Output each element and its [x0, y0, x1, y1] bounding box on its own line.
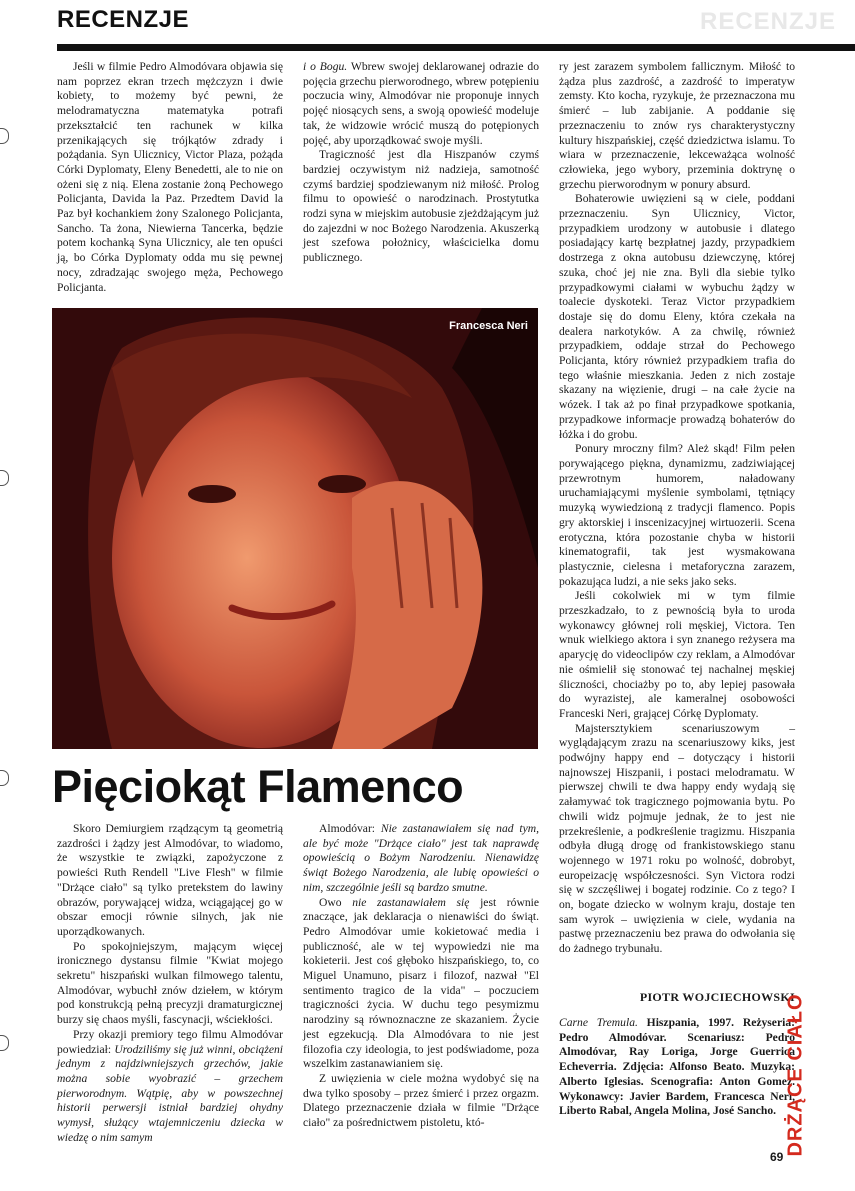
column-2: [303, 60, 539, 266]
film-title: Carne Tremula.: [559, 1016, 638, 1029]
paragraph: Jeśli w filmie Pedro Almodóvara objawia się nam poprzez ekran trzech mężczyzn i dwie kobiety, to możemy być pewni, że melodramatyczna matematyka potrafi przekształcić ten rachunek w kilka przenikających się trójkątów zdrady i pożądania. Syn Ulicznicy, Victor Plaza, pożąda Córki Dyplomaty, Eleny Benedetti, ale to nie on ożeni się z nią. Elena zostanie żoną Pechowego Policjanta, Davida la Paz. Przedtem David la Paz był kochankiem żony Szalonego Policjanta, Sancho. Ta żona, Niewierna Tancerka, będzie potem kochanką Syna Ulicznicy, ale ten opuści ją, bo Córka Dyplomaty odda mu się pewnej nocy, zdradzając swojego męża, Pechowego Policjanta.: [57, 60, 283, 294]
vertical-film-title: [778, 993, 814, 1157]
portrait-illustration: [52, 308, 538, 749]
column-1: [57, 60, 283, 295]
paragraph: [303, 896, 539, 1072]
column-3: [559, 60, 795, 957]
italic-fragment: nie zastanawiałem się: [352, 895, 470, 909]
paragraph: [303, 822, 539, 896]
credits-text: Hiszpania, 1997. Reżyseria: Pedro Almodóvar. Scenariusz: Pedro Almodóvar, Ray Loriga, Jorge Guerrica Echeverria. Zdjęcia: Alfonso Beato. Muzyka: Alberto Iglesias. Scenografia: Anton Gomez. Wykonawcy: Javier Bardem, Francesca Neri, Liberto Rabal, Angela Molina, José Sancho.: [559, 1016, 795, 1118]
paragraph: Po spokojniejszym, mającym więcej ironicznego dystansu filmie "Kwiat mojego sekretu" hiszpański wulkan filmowego talentu, Almodóvar, wybuchł znów dziełem, w którym pod konstrukcją pełną precyzji dramaturgicznej burzy się chaos myśli, fascynacji, wściekłości.: [57, 939, 283, 1027]
paragraph: Jeśli cokolwiek mi w tym filmie przeszkadzało, to z pewnością była to uroda wykonawcy głównej roli męskiej, Victora. Ten wnuk wielkiego aktora i syn znanego reżysera ma aparycję do videoclipów czy reklam, a Almodóvar nie ośmielił się stonować tej nachalnej męskiej śliczności, chociażby po to, aby lepiej pasowała do wyrazistej, ale kameralnej osobowości Franceski Neri, grającej Córkę Dyplomaty.: [559, 589, 795, 720]
paragraph: Tragiczność jest dla Hiszpanów czymś bardziej oczywistym niż nadzieja, samotność czymś bardziej spodziewanym niż miłość. Prolog filmu to opowieść o narodzinach. Prostytutka rodzi syna w miejskim autobusie zjeżdżającym już do zajezdni w noc Bożego Narodzenia. Akuszerką jest szefowa położnicy, właścicielka domu publicznego.: [303, 148, 539, 265]
binding-mark: [0, 770, 9, 786]
photo-caption: Francesca Neri: [449, 320, 528, 332]
text-fragment: jest równie znaczące, jak deklaracja o nienawiści do świąt. Pedro Almodóvar umie kokietować media i publiczność, ale w tej wypowiedzi nie ma kokieterii. Jest coś głęboko hiszpańskiego, to, co Miguel Unamuno, pisarz i filozof, nazwał "El sentimento tragico de la vida" – poczuciem tragiczności życia. W duchu tego pesymizmu narodziny są równoznaczne ze skazaniem. Życie jest egzekucją. Dla Almodóvara to nie jest filozofia czy ideologia, to jest podświadome, poza wszelkim zastanawianiem się.: [303, 895, 540, 1071]
vertical-film-title-text: DRŻĄCE CIAŁO: [784, 993, 807, 1157]
paragraph: [303, 60, 539, 148]
page-number: 69: [770, 1150, 784, 1164]
portrait-photo: [52, 308, 538, 749]
text-fragment: Wbrew swojej deklarowanej odrazie do pojęcia grzechu pierworodnego, wbrew potępieniu poczucia winy, Almodóvar nie proponuje innych pojęć niosących sens, a swoją opowieść modeluje tak, że widzowie wrócić muszą do potępionych pojęć, aby uporządkować swoje myśli.: [303, 60, 540, 147]
text-fragment: Przy okazji premiory tego filmu Almodóvar powiedział:: [57, 1027, 283, 1056]
column-4: [57, 822, 283, 1145]
paragraph: Ponury mroczny film? Ależ skąd! Film pełen porywającego piękna, dynamizmu, zadziwiającej przewrotnym humorem, naładowany uruchamiającymi myślenie symbolami, tętniący muzyką wywiedzioną z tradycji flamenco. Popis gry aktorskiej i inscenizacyjnej wirtuozerii. Scena erotyczna, która pozostanie chyba w historii kinematografii, tak jest wysmakowana plastycznie, cielesna i metaforyczna zarazem, pokazująca ludzi, a nie seks jako seks.: [559, 442, 795, 588]
binding-mark: [0, 1035, 9, 1051]
bleedthrough-label: RECENZJE: [700, 8, 837, 35]
paragraph: Z uwięzienia w ciele można wydobyć się na dwa tylko sposoby – przez śmierć i przez orgazm. Dlatego przeznaczenie działa w filmie "Drżące ciało" za pośrednictwem pistoletu, któ-: [303, 1071, 539, 1130]
paragraph: [57, 1028, 283, 1146]
film-credits: [559, 1016, 795, 1119]
column-5: [303, 822, 539, 1131]
section-label: RECENZJE: [57, 6, 190, 33]
paragraph: Majstersztykiem scenariuszowym – wyglądającym zrazu na scenariuszowy kiks, jest podwójny happy end – dotyczący i historii najnowszej Hiszpanii, i postaci melodramatu. W pierwszej chwili te dwa happy endy wydają się załamywać tok tragicznego pojmowania bytu. Po chwili widz pojmuje jednak, że to jest nie przekreślenie, a podkreślenie tragizmu. Hiszpania odbyła długą drogę od frankistowskiego stanu wojennego w 1971 roku po wolność, dobrobyt, europeizację współczesności. Syn Victora rodzi się w szczęśliwej i bogatej rodzinie. Co z tego? I on, bogate dziecko w wolnym kraju, dostaje ten sam wyrok – uwięzienia w ciele, wydania na pastwę przeznaczeniu bez prawa do odwołania się do żadnego trybunału.: [559, 721, 795, 956]
article-headline: Pięciokąt Flamenco: [52, 761, 464, 812]
quote-fragment: Nie zastanawiałem się nad tym, ale być może "Drżące ciało" jest tak naprawdę opowieścią o Bożym Narodzeniu. Nienawidzę świąt Bożego Narodzenia, ale lubię opowieści o nim, szczególnie jeśli są bardzo smutne.: [303, 822, 539, 894]
paragraph: Bohaterowie uwięzieni są w ciele, poddani przeznaczeniu. Syn Ulicznicy, Victor, przypadkiem urodzony w autobusie i dlatego posiadający kartę bezpłatnej jazdy, przypadkiem dostrzega z okna autobusu dziewczynę, której szuka, choć jej nie zna. Byli dla siebie tylko przypadkowymi ciałami w wybuchu żądzy w toalecie dyskoteki. Teraz Victor przypadkiem dostaje się do domu Eleny, która czekała na dealera narkotyków. A za chwilę, również przypadkiem, oddaje strzał do Pechowego Policjanta, który również przypadkiem trafia do tego właśnie mieszkania. Jeden z nich zostaje skazany na więzienie, drugi – na całe życie na wózek. I tak aż po finał przypadkowe spotkania, przypadkowe informacje prowadzą bohaterów do łóżka i do grobu.: [559, 192, 795, 441]
binding-mark: [0, 470, 9, 486]
header-rule: [57, 44, 855, 51]
binding-mark: [0, 128, 9, 144]
author-signature: PIOTR WOJCIECHOWSKI: [639, 990, 795, 1004]
paragraph: ry jest zarazem symbolem fallicznym. Miłość to żądza plus zazdrość, a zazdrość to imperatyw zemsty. Kto kocha, ryzykuje, że przeznaczona mu śmierć – lub zabijanie. A poddanie się przeznaczeniu to znów rys charakterystyczny kultury hiszpańskiej, część dziedzictwa islamu. To wiara w przeznaczenie, lekceważąca wolność człowieka, jego wybory, przeminia doktrynę o grzechu pierworodnym w ponury absurd.: [559, 60, 795, 191]
italic-fragment: i o Bogu.: [303, 60, 348, 73]
paragraph: Skoro Demiurgiem rządzącym tą geometrią zazdrości i żądzy jest Almodóvar, to wiadomo, że wszystkie te związki, zapożyczone z powieści Ruth Rendell "Live Flesh" w filmie "Drżące ciało" są tylko pretekstem do lawiny obrazów, porywającej widza, wciągającej go w obszar emocji równie silnych, jak nie uporządkowanych.: [57, 822, 283, 938]
text-fragment: Owo: [319, 895, 353, 909]
quote-fragment: Urodziliśmy się już winni, obciążeni jednym z najdziwniejszych grzechów, jakie można sobie wyobrazić – grzechem pierworodnym. Wątpię, aby w powszechnej historii perwersji istniał bardziej ohydny wymysł, służący wtajemniczeniu dziecka w wiedzę o nim samym: [57, 1042, 284, 1144]
text-fragment: Almodóvar:: [319, 822, 381, 835]
